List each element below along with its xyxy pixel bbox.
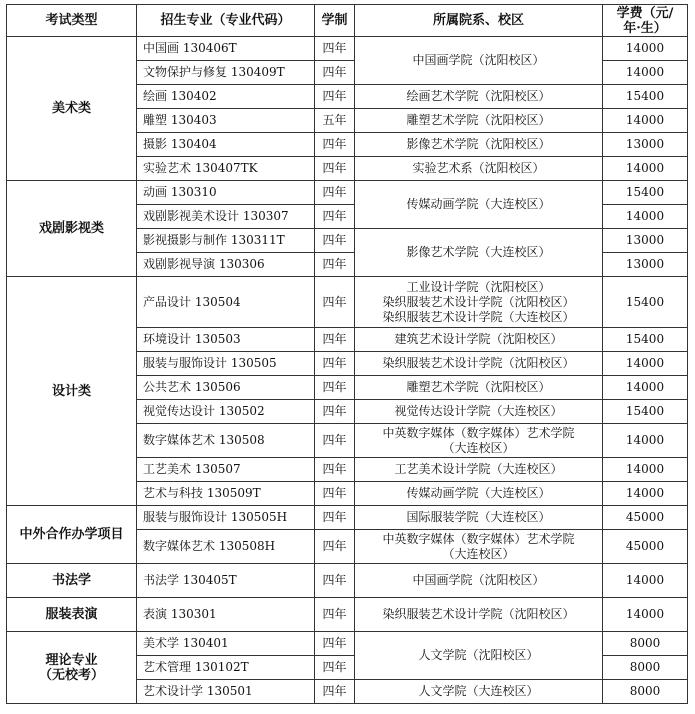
fee-cell: 15400 (603, 181, 688, 205)
header-major: 招生专业（专业代码） (137, 5, 315, 37)
fee-cell: 45000 (603, 506, 688, 530)
duration-cell: 四年 (315, 157, 355, 181)
fee-cell: 14000 (603, 458, 688, 482)
fee-cell: 8000 (603, 680, 688, 704)
fee-cell: 14000 (603, 205, 688, 229)
department-cell (355, 424, 603, 458)
duration-cell: 四年 (315, 680, 355, 704)
duration-cell: 四年 (315, 328, 355, 352)
fee-cell: 15400 (603, 400, 688, 424)
department-cell: 染织服装艺术设计学院（沈阳校区） (355, 598, 603, 632)
table-row (7, 181, 688, 205)
major-cell: 绘画 130402 (137, 85, 315, 109)
major-cell: 产品设计 130504 (137, 277, 315, 328)
fee-cell: 14000 (603, 352, 688, 376)
department-cell: 视觉传达设计学院（大连校区） (355, 400, 603, 424)
fee-cell: 14000 (603, 61, 688, 85)
department-line: 中英数字媒体（数字媒体）艺术学院 (382, 531, 575, 546)
duration-cell: 四年 (315, 205, 355, 229)
department-line: 中英数字媒体（数字媒体）艺术学院 (382, 425, 575, 440)
department-line: 染织服装艺术设计学院（大连校区） (382, 309, 575, 324)
major-cell: 影视摄影与制作 130311T (137, 229, 315, 253)
department-cell: 染织服装艺术设计学院（沈阳校区） (355, 352, 603, 376)
department-cell: 传媒动画学院（大连校区） (355, 482, 603, 506)
department-cell: 传媒动画学院（大连校区） (355, 181, 603, 229)
duration-cell: 四年 (315, 229, 355, 253)
department-cell: 实验艺术系（沈阳校区） (355, 157, 603, 181)
duration-cell: 五年 (315, 109, 355, 133)
fee-cell: 14000 (603, 564, 688, 598)
department-line: 工业设计学院（沈阳校区） (406, 279, 551, 294)
major-cell: 数字媒体艺术 130508H (137, 530, 315, 564)
fee-cell: 15400 (603, 328, 688, 352)
exam-type-calligraphy: 书法学 (7, 564, 137, 598)
table-row (7, 37, 688, 61)
exam-type-art: 美术类 (7, 37, 137, 181)
duration-cell: 四年 (315, 181, 355, 205)
department-cell: 人文学院（沈阳校区） (355, 632, 603, 680)
major-cell: 中国画 130406T (137, 37, 315, 61)
fee-cell: 15400 (603, 277, 688, 328)
header-duration: 学制 (315, 5, 355, 37)
duration-cell: 四年 (315, 85, 355, 109)
exam-type-cooperation: 中外合作办学项目 (7, 506, 137, 564)
major-cell: 美术学 130401 (137, 632, 315, 656)
duration-cell: 四年 (315, 506, 355, 530)
major-cell: 雕塑 130403 (137, 109, 315, 133)
fee-cell: 13000 (603, 253, 688, 277)
fee-cell: 14000 (603, 157, 688, 181)
major-cell: 实验艺术 130407TK (137, 157, 315, 181)
major-cell: 动画 130310 (137, 181, 315, 205)
fee-cell: 13000 (603, 133, 688, 157)
department-cell: 国际服装学院（大连校区） (355, 506, 603, 530)
header-fee (603, 5, 688, 37)
exam-type-theory-line1: 理论专业 (45, 652, 98, 668)
duration-cell: 四年 (315, 656, 355, 680)
major-cell: 艺术管理 130102T (137, 656, 315, 680)
major-cell: 服装与服饰设计 130505 (137, 352, 315, 376)
exam-type-design: 设计类 (7, 277, 137, 506)
duration-cell: 四年 (315, 482, 355, 506)
exam-type-theory (7, 632, 137, 704)
header-exam-type: 考试类型 (7, 5, 137, 37)
department-cell: 影像艺术学院（沈阳校区） (355, 133, 603, 157)
major-cell: 摄影 130404 (137, 133, 315, 157)
duration-cell: 四年 (315, 632, 355, 656)
duration-cell: 四年 (315, 61, 355, 85)
table-row (7, 598, 688, 632)
department-line: （大连校区） (442, 546, 515, 561)
exam-type-drama: 戏剧影视类 (7, 181, 137, 277)
fee-cell: 14000 (603, 424, 688, 458)
table-row (7, 632, 688, 656)
department-cell: 中国画学院（沈阳校区） (355, 37, 603, 85)
department-line: （大连校区） (442, 440, 515, 455)
department-cell: 雕塑艺术学院（沈阳校区） (355, 109, 603, 133)
department-cell: 建筑艺术设计学院（沈阳校区） (355, 328, 603, 352)
table-row (7, 277, 688, 328)
header-fee-line2: 年·生） (623, 20, 667, 36)
exam-type-fashion-show: 服装表演 (7, 598, 137, 632)
duration-cell: 四年 (315, 133, 355, 157)
fee-cell: 14000 (603, 482, 688, 506)
department-cell: 影像艺术学院（大连校区） (355, 229, 603, 277)
major-cell: 表演 130301 (137, 598, 315, 632)
major-cell: 戏剧影视美术设计 130307 (137, 205, 315, 229)
header-department: 所属院系、校区 (355, 5, 603, 37)
department-cell: 工艺美术设计学院（大连校区） (355, 458, 603, 482)
department-cell (355, 530, 603, 564)
duration-cell: 四年 (315, 598, 355, 632)
department-cell (355, 277, 603, 328)
duration-cell: 四年 (315, 253, 355, 277)
major-cell: 戏剧影视导演 130306 (137, 253, 315, 277)
duration-cell: 四年 (315, 400, 355, 424)
major-cell: 艺术与科技 130509T (137, 482, 315, 506)
fee-cell: 8000 (603, 632, 688, 656)
duration-cell: 四年 (315, 277, 355, 328)
major-cell: 公共艺术 130506 (137, 376, 315, 400)
major-cell: 视觉传达设计 130502 (137, 400, 315, 424)
fee-cell: 13000 (603, 229, 688, 253)
duration-cell: 四年 (315, 564, 355, 598)
fee-cell: 8000 (603, 656, 688, 680)
department-cell: 雕塑艺术学院（沈阳校区） (355, 376, 603, 400)
duration-cell: 四年 (315, 352, 355, 376)
table-row (7, 506, 688, 530)
major-cell: 工艺美术 130507 (137, 458, 315, 482)
major-cell: 环境设计 130503 (137, 328, 315, 352)
duration-cell: 四年 (315, 424, 355, 458)
fee-cell: 14000 (603, 376, 688, 400)
header-fee-line1: 学费（元/ (616, 5, 674, 21)
department-cell: 中国画学院（沈阳校区） (355, 564, 603, 598)
fee-cell: 14000 (603, 37, 688, 61)
major-cell: 艺术设计学 130501 (137, 680, 315, 704)
department-line: 染织服装艺术设计学院（沈阳校区） (382, 294, 575, 309)
major-cell: 数字媒体艺术 130508 (137, 424, 315, 458)
major-cell: 书法学 130405T (137, 564, 315, 598)
duration-cell: 四年 (315, 530, 355, 564)
fee-cell: 15400 (603, 85, 688, 109)
department-cell: 人文学院（大连校区） (355, 680, 603, 704)
major-cell: 文物保护与修复 130409T (137, 61, 315, 85)
fee-cell: 14000 (603, 109, 688, 133)
duration-cell: 四年 (315, 458, 355, 482)
fee-cell: 45000 (603, 530, 688, 564)
department-cell: 绘画艺术学院（沈阳校区） (355, 85, 603, 109)
major-cell: 服装与服饰设计 130505H (137, 506, 315, 530)
tuition-table (6, 4, 688, 704)
table-row (7, 564, 688, 598)
duration-cell: 四年 (315, 376, 355, 400)
fee-cell: 14000 (603, 598, 688, 632)
exam-type-theory-line2: （无校考） (38, 667, 104, 683)
duration-cell: 四年 (315, 37, 355, 61)
